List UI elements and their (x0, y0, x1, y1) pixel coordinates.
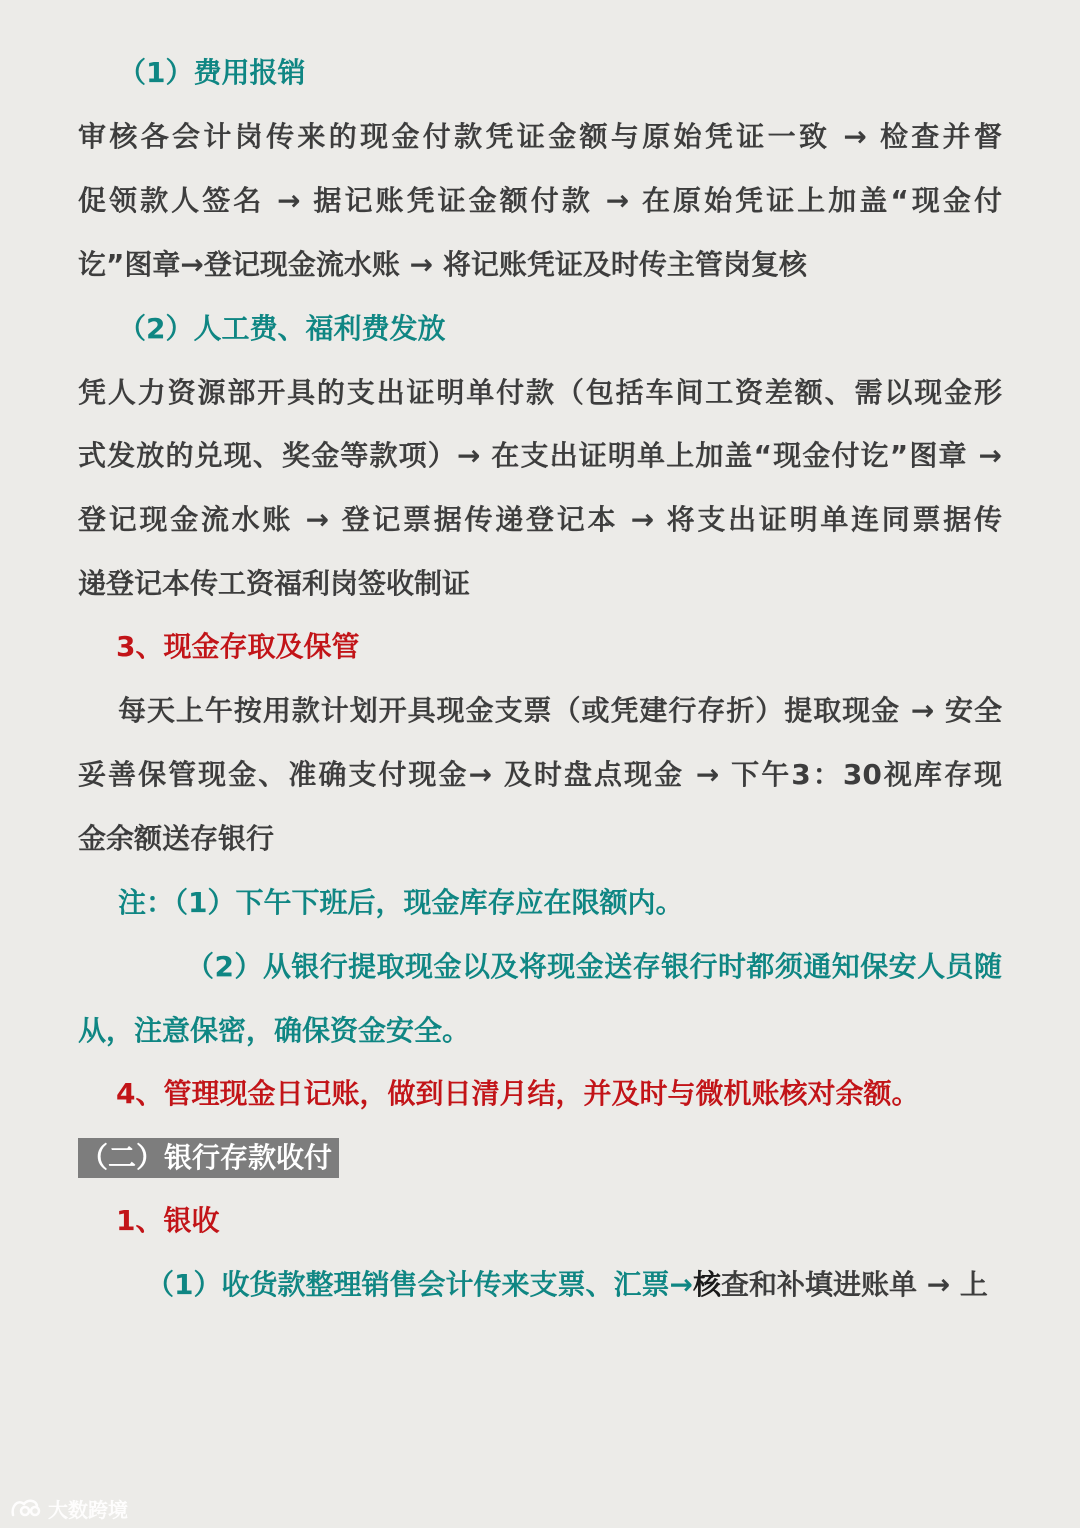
watermark (10, 1493, 128, 1523)
paragraph-line: 每天上午按用款计划开具现金支票（或凭建行存折）提取现金 → 安全 (118, 694, 1002, 727)
paragraph-line: 递登记本传工资福利岗签收制证 (78, 567, 471, 600)
text-segment: 核 (692, 1268, 721, 1301)
paragraph-line: 登记现金流水账 → 登记票据传递登记本 → 将支出证明单连同票据传 (78, 503, 1002, 536)
paragraph-line-content (146, 1265, 988, 1305)
watermark-text: 大数跨境 (48, 1497, 128, 1522)
note-line: （2）从银行提取现金以及将现金送存银行时都须通知保安人员随 (186, 950, 1002, 983)
note-line: 注：（1）下午下班后，现金库存应在限额内。 (118, 886, 684, 919)
paragraph-line (146, 1265, 1002, 1305)
brand-logo-icon (10, 1496, 44, 1520)
paragraph-line: 凭人力资源部开具的支出证明单付款（包括车间工资差额、需以现金形 (78, 376, 1002, 409)
text-segment: 查和补填进账单 → 上 (720, 1268, 988, 1301)
text-segment: （1）收货款整理销售会计传来支票、汇票→ (146, 1268, 693, 1301)
heading-bank-receipt: 1、银收 (116, 1204, 220, 1237)
heading-cash-journal: 4、管理现金日记账，做到日清月结，并及时与微机账核对余额。 (116, 1077, 920, 1110)
note-line: 从，注意保密，确保资金安全。 (78, 1014, 471, 1047)
paragraph-line: 式发放的兑现、奖金等款项）→ 在支出证明单上加盖“现金付讫”图章 → (78, 439, 1002, 472)
paragraph-line: 促领款人签名 → 据记账凭证金额付款 → 在原始凭证上加盖“现金付 (78, 184, 1002, 217)
heading-labor-welfare: （2）人工费、福利费发放 (118, 312, 446, 345)
paragraph-line: 讫”图章→登记现金流水账 → 将记账凭证及时传主管岗复核 (78, 248, 807, 281)
paragraph-line: 妥善保管现金、准确支付现金→ 及时盘点现金 → 下午3：30视库存现 (78, 758, 1002, 791)
paragraph-line: 审核各会计岗传来的现金付款凭证金额与原始凭证一致 → 检查并督 (78, 120, 1002, 153)
paragraph-line: 金余额送存银行 (78, 822, 275, 855)
section-bank-deposit-bar: （二）银行存款收付 (78, 1138, 339, 1178)
heading-cash-storage: 3、现金存取及保管 (116, 630, 360, 663)
heading-expense-reimbursement: （1）费用报销 (118, 56, 306, 89)
